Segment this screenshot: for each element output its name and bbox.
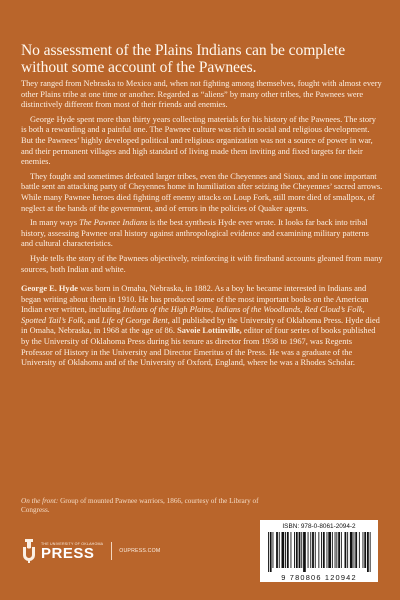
bio-book-last: Life of George Bent, (101, 315, 170, 325)
barcode-bars (266, 532, 372, 572)
cover-caption (21, 497, 271, 515)
paragraph-5: Hyde tells the story of the Pawnees objectively, reinforcing it with firsthand accounts gleaned from many sources, both Indian and white. (21, 253, 383, 274)
bio-text-4: editor of four series of books published by the University of Oklahoma Press during his tenure as director from 1938 to 1967, was Regents Professor of History in the University and Director Emeritus of the Press. He was a graduate of the University of Oklahoma and of the University of Oxford, England, where he was a Rhodes Scholar. (21, 326, 376, 368)
paragraph-4 (21, 218, 383, 250)
ou-logo-icon (21, 538, 37, 564)
bio-text-1: was born in Omaha, Nebraska, in 1882. As a boy he became interested in Indians and began writing about them in 1910. He has produced some of the most important books on the American Indian ever written, including (21, 284, 369, 315)
headline: No assessment of the Plains Indians can be complete without some account of the Pawnees. (21, 42, 346, 76)
press-wordmark (41, 542, 103, 561)
publisher-logo (21, 538, 160, 564)
bio-books: Indians of the High Plains, Indians of the Woodlands, Red Cloud’s Folk, Spotted Tail’s Folk, (21, 305, 365, 325)
author-bio (21, 284, 383, 369)
press-name: PRESS (41, 544, 95, 562)
publisher-url: OUPRESS.COM (119, 548, 161, 554)
logo-divider (111, 542, 112, 560)
caption-label: On the front: (21, 497, 59, 505)
isbn-text: ISBN: 978-0-8061-2094-2 (282, 523, 356, 530)
barcode-digits: 9 780806 120942 (281, 573, 357, 582)
paragraph-4-pre: In many ways (30, 218, 80, 228)
editor-name: Savoie Lottinville, (177, 326, 242, 336)
bio-text-3: all published by the University of Oklahoma Press. Hyde died in Omaha, Nebraska, in 1968 at the age of 86. (21, 315, 380, 336)
paragraph-3: They fought and sometimes defeated larger tribes, even the Cheyennes and Sioux, and in one important battle sent an attacking party of Cheyennes home in humiliation after seizing the Cheyennes’ sacred arrows. While many Pawnee heroes died fighting off enemy attacks on Loup Fork, still more died of smallpox, of neglect at the hands of the government, and of errors in the policies of Quaker agents. (21, 171, 383, 213)
paragraph-1: They ranged from Nebraska to Mexico and, when not fighting among themselves, fought with almost every other Plains tribe at one time or another. Regarded as “aliens” by many other tribes, the Pawnees were distinctively different from most of their friends and enemies. (21, 79, 382, 110)
back-cover-text (21, 42, 383, 373)
paragraph-4-post: is the best synthesis Hyde ever wrote. It looks far back into tribal history, assessing Pawnee oral history against anthropological evidence and examining military patterns and cultural characteristics. (21, 218, 369, 249)
press-small-line: THE UNIVERSITY OF OKLAHOMA (41, 541, 104, 546)
caption-text: Group of mounted Pawnee warriors, 1866, courtesy of the Library of Congress. (21, 497, 259, 514)
author-name: George E. Hyde (21, 284, 78, 294)
book-title: The Pawnee Indians (79, 218, 148, 228)
bio-text-2: and (85, 315, 102, 325)
paragraph-2: George Hyde spent more than thirty years collecting materials for his history of the Pawnees. The story is both a rewarding and a painful one. The Pawnee culture was rich in social and religious development. But the Pawnees’ highly developed political and religious organization was not a source of power in war, and their permanent villages and high standard of living made them inviting and fixed targets for their enemies. (21, 114, 376, 167)
isbn-barcode (260, 520, 378, 582)
